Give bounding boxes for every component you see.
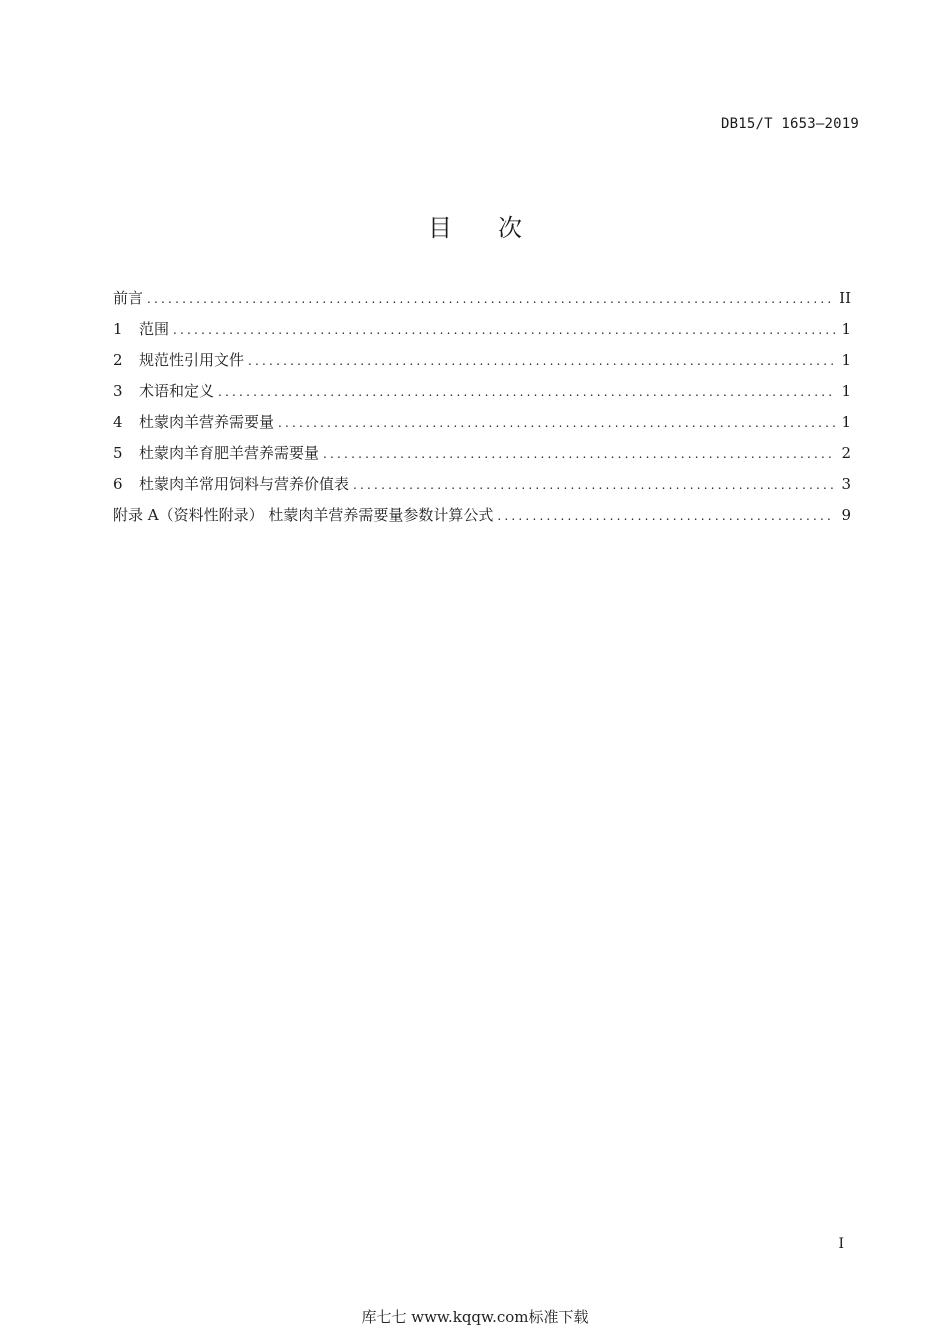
toc-entry-label: 规范性引用文件: [139, 351, 245, 369]
toc-entry-label: 杜蒙肉羊营养需要量: [139, 413, 275, 431]
toc-entry-label: 杜蒙肉羊育肥羊营养需要量: [139, 444, 320, 462]
toc-entry-page: 9: [841, 506, 851, 524]
toc-leader-dots: [248, 351, 835, 371]
toc-entry-page: 1: [841, 382, 851, 400]
toc-entry-nutrient-requirements[interactable]: [113, 412, 851, 443]
toc-entry-number: 4: [113, 413, 123, 431]
toc-entry-number: 5: [113, 444, 123, 462]
toc-title-char-1: 目: [428, 214, 452, 242]
toc-title: [0, 208, 950, 243]
footer-watermark: 库七七 www.kqqw.com标准下载: [361, 1308, 589, 1326]
toc-entry-page: 3: [841, 475, 851, 493]
toc-entry-scope[interactable]: [113, 319, 851, 350]
toc-entry-number: 3: [113, 382, 123, 400]
toc-leader-dots: [218, 382, 835, 402]
page-number: I: [838, 1236, 844, 1252]
toc-entry-label: 前言: [113, 289, 144, 307]
toc-entry-feed-value-table[interactable]: [113, 474, 851, 505]
toc-entry-label: 范围: [139, 320, 170, 338]
toc-leader-dots: [497, 506, 835, 526]
document-code: DB15/T 1653—2019: [720, 116, 859, 132]
toc-entry-number: 1: [113, 320, 123, 338]
toc-entry-fattening-requirements[interactable]: [113, 443, 851, 474]
toc-leader-dots: [173, 320, 835, 340]
toc-entry-label: 附录 A（资料性附录） 杜蒙肉羊营养需要量参数计算公式: [113, 506, 494, 524]
toc-leader-dots: [323, 444, 835, 464]
toc-leader-dots: [278, 413, 835, 433]
toc-entry-page: 1: [841, 351, 851, 369]
toc-leader-dots: [353, 475, 835, 495]
toc-entry-page: 1: [841, 320, 851, 338]
toc-entry-label: 术语和定义: [139, 382, 215, 400]
toc-entry-page: 2: [841, 444, 851, 462]
toc-entry-terms-definitions[interactable]: [113, 381, 851, 412]
toc-entry-number: 6: [113, 475, 123, 493]
toc-title-char-2: 次: [498, 214, 522, 242]
toc-entry-appendix-a[interactable]: [113, 505, 851, 536]
toc-entry-label: 杜蒙肉羊常用饲料与营养价值表: [139, 475, 350, 493]
toc-entry-normative-references[interactable]: [113, 350, 851, 381]
toc-leader-dots: [147, 289, 833, 309]
toc-entry-page: 1: [841, 413, 851, 431]
toc-entry-number: 2: [113, 351, 123, 369]
toc-list: [113, 288, 851, 536]
toc-entry-page: II: [839, 289, 851, 307]
toc-entry-foreword[interactable]: [113, 288, 851, 319]
